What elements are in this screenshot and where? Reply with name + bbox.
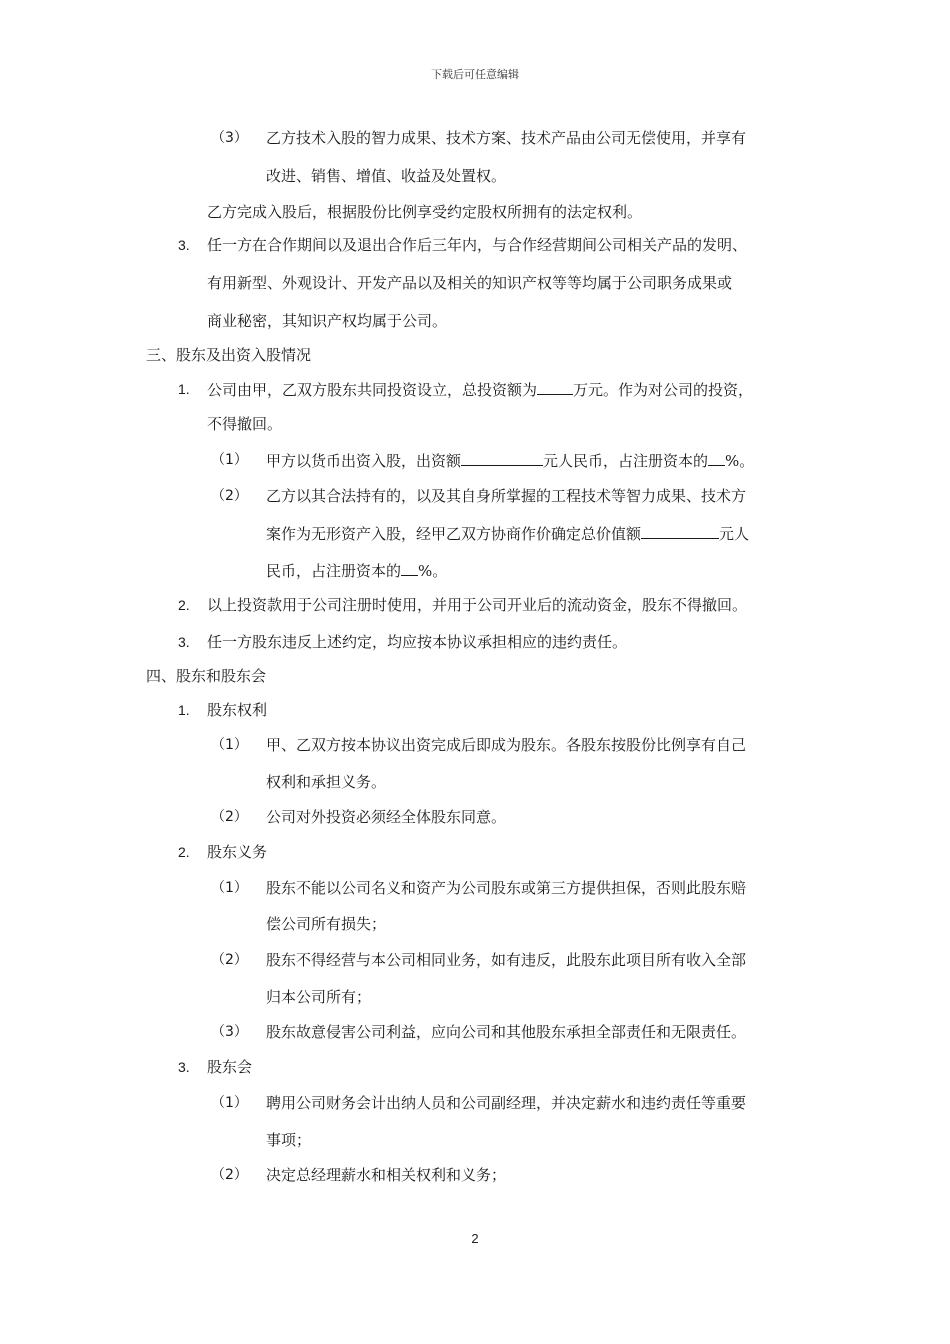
blank-field <box>461 450 543 466</box>
item-marker: （1） <box>211 737 248 753</box>
item-marker: （1） <box>211 880 248 896</box>
item-marker: （2） <box>211 488 248 504</box>
paragraph-line: 不得撤回。 <box>207 415 283 433</box>
paragraph-line: 以上投资款用于公司注册时使用，并用于公司开业后的流动资金，股东不得撤回。 <box>207 596 748 614</box>
item-marker: （2） <box>211 952 248 968</box>
paragraph-line: 商业秘密，其知识产权均属于公司。 <box>207 312 448 330</box>
paragraph-line: 任一方股东违反上述约定，均应按本协议承担相应的违约责任。 <box>207 633 628 651</box>
paragraph-line: 乙方以其合法持有的，以及其自身所掌握的工程技术等智力成果、技术方 <box>266 487 747 505</box>
blank-field <box>708 450 725 466</box>
paragraph-line: 有用新型、外观设计、开发产品以及相关的知识产权等等均属于公司职务成果或 <box>207 274 733 292</box>
item-marker: （1） <box>211 1095 248 1111</box>
paragraph-line: 乙方完成入股后，根据股份比例享受约定股权所拥有的法定权利。 <box>207 203 643 221</box>
paragraph-line: 股东不得经营与本公司相同业务，如有违反，此股东此项目所有收入全部 <box>266 951 747 969</box>
item-marker: 3. <box>178 634 190 650</box>
item-marker: 2. <box>178 597 190 613</box>
item-marker: 3. <box>178 237 190 253</box>
paragraph-line: 乙方技术入股的智力成果、技术方案、技术产品由公司无偿使用，并享有 <box>266 129 747 147</box>
page-number: 2 <box>471 1231 479 1246</box>
paragraph-line: 改进、销售、增值、收益及处置权。 <box>266 167 507 185</box>
paragraph-line: 偿公司所有损失； <box>266 915 387 933</box>
paragraph-line: 任一方在合作期间以及退出合作后三年内，与合作经营期间公司相关产品的发明、 <box>207 236 748 254</box>
section-heading: 四、股东和股东会 <box>146 667 267 685</box>
item-marker: （1） <box>211 452 248 468</box>
paragraph-line: 决定总经理薪水和相关权利和义务； <box>266 1166 507 1184</box>
item-marker: （2） <box>211 809 248 825</box>
item-marker: （3） <box>211 130 248 146</box>
paragraph-line: 公司由甲，乙双方股东共同投资设立，总投资额为 万元。作为对公司的投资， <box>207 381 754 399</box>
paragraph-line: 股东不能以公司名义和资产为公司股东或第三方提供担保，否则此股东赔 <box>266 879 747 897</box>
item-marker: （2） <box>211 1167 248 1183</box>
item-marker: 3. <box>178 1059 190 1075</box>
paragraph-line: 甲方以货币出资入股，出资额 元人民币，占注册资本的 %。 <box>266 452 755 470</box>
subsection-heading: 股东权利 <box>207 701 268 719</box>
page-header: 下载后可任意编辑 <box>431 68 519 81</box>
blank-field <box>537 379 573 395</box>
item-marker: （3） <box>211 1024 248 1040</box>
blank-field <box>401 560 418 576</box>
paragraph-line: 民币，占注册资本的 %。 <box>266 562 448 580</box>
paragraph-line: 甲、乙双方按本协议出资完成后即成为股东。各股东按股份比例享有自己 <box>266 736 747 754</box>
paragraph-line: 归本公司所有； <box>266 988 372 1006</box>
item-marker: 1. <box>178 702 190 718</box>
item-marker: 1. <box>178 381 190 397</box>
paragraph-line: 案作为无形资产入股，经甲乙双方协商作价确定总价值额 元人 <box>266 525 750 543</box>
paragraph-line: 事项； <box>266 1131 312 1149</box>
item-marker: 2. <box>178 844 190 860</box>
paragraph-line: 公司对外投资必须经全体股东同意。 <box>266 808 507 826</box>
paragraph-line: 聘用公司财务会计出纳人员和公司副经理，并决定薪水和违约责任等重要 <box>266 1094 747 1112</box>
subsection-heading: 股东义务 <box>207 843 268 861</box>
paragraph-line: 股东故意侵害公司利益，应向公司和其他股东承担全部责任和无限责任。 <box>266 1023 747 1041</box>
paragraph-line: 权利和承担义务。 <box>266 773 387 791</box>
section-heading: 三、股东及出资入股情况 <box>146 346 312 364</box>
blank-field <box>641 523 719 539</box>
subsection-heading: 股东会 <box>207 1058 253 1076</box>
